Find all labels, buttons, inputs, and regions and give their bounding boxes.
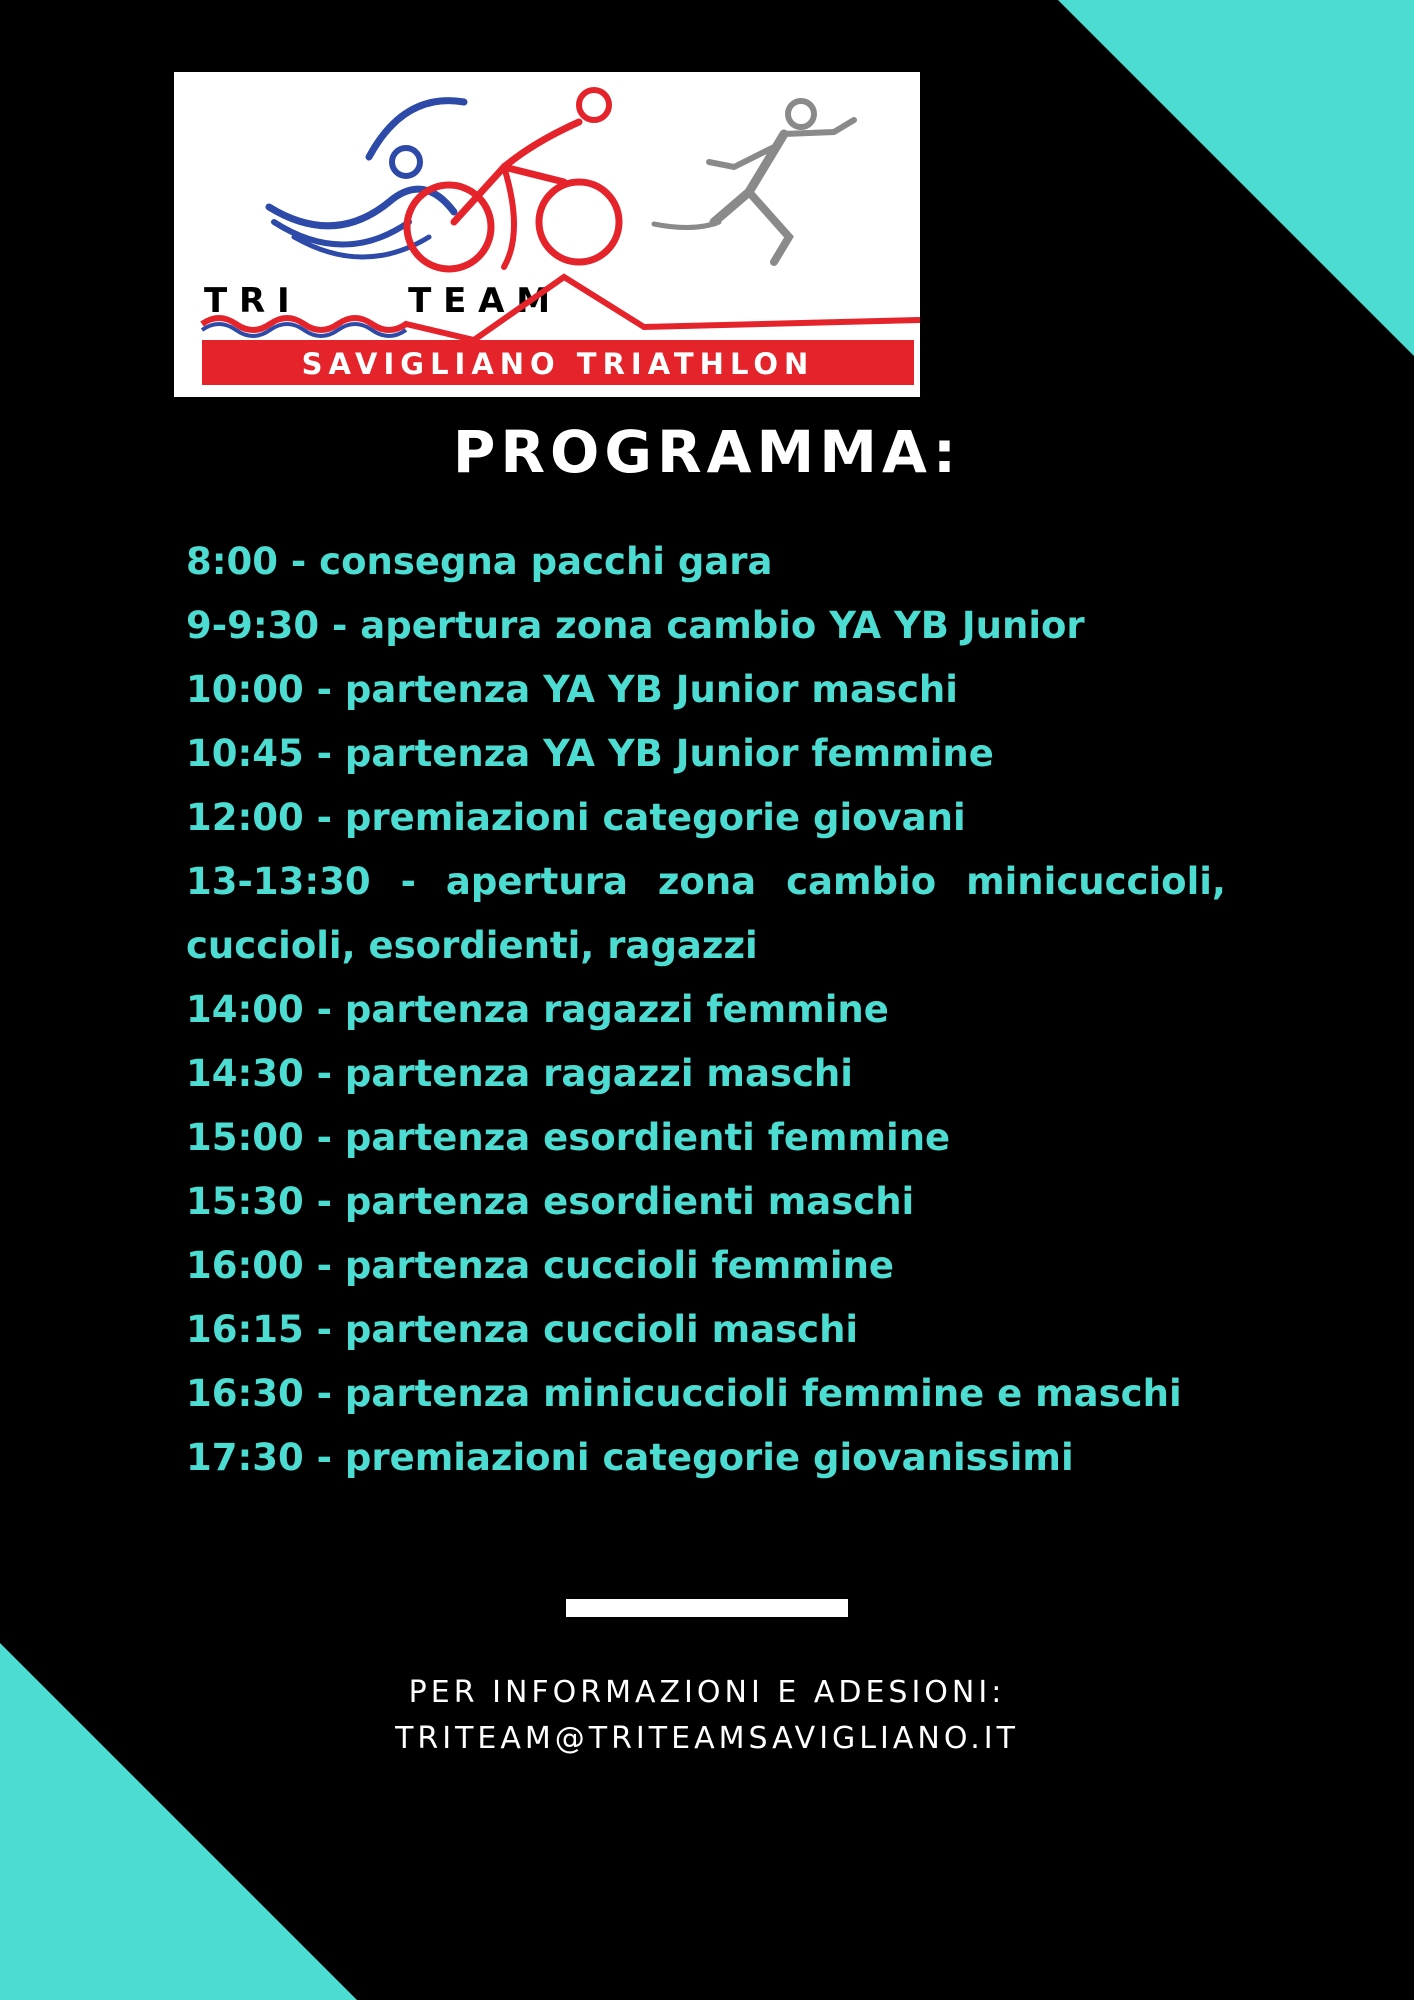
schedule-item: 15:30 - partenza esordienti maschi: [186, 1180, 915, 1223]
contact-email[interactable]: TRITEAM@TRITEAMSAVIGLIANO.IT: [395, 1721, 1019, 1756]
schedule-item: 12:00 - premiazioni categorie giovani: [186, 796, 966, 839]
schedule-item: 13-13:30 - apertura zona cambio minicuccioli, cuccioli, esordienti, ragazzi: [186, 860, 1226, 967]
schedule-item: 14:00 - partenza ragazzi femmine: [186, 988, 889, 1031]
schedule-item: 9-9:30 - apertura zona cambio YA YB Junior: [186, 604, 1085, 647]
runner-icon: [654, 101, 854, 262]
logo-banner-text: SAVIGLIANO TRIATHLON: [301, 347, 815, 381]
triteam-logo: [174, 72, 920, 397]
schedule-item: 15:00 - partenza esordienti femmine: [186, 1116, 951, 1159]
schedule-item: 10:00 - partenza YA YB Junior maschi: [186, 668, 958, 711]
section-divider: [566, 1599, 848, 1617]
contact-label: PER INFORMAZIONI E ADESIONI:: [408, 1675, 1006, 1710]
contact-info: [0, 1670, 1414, 1762]
schedule-item: 16:00 - partenza cuccioli femmine: [186, 1244, 895, 1287]
schedule-item: 10:45 - partenza YA YB Junior femmine: [186, 732, 994, 775]
schedule-item: 16:15 - partenza cuccioli maschi: [186, 1308, 859, 1351]
logo-top-text: T R I T E A M: [204, 281, 551, 321]
schedule-item: 17:30 - premiazioni categorie giovanissimi: [186, 1436, 1074, 1479]
schedule-item: 14:30 - partenza ragazzi maschi: [186, 1052, 853, 1095]
schedule-list: [186, 530, 1226, 1490]
page-title: PROGRAMMA:: [452, 418, 962, 486]
swimmer-icon: [269, 101, 464, 257]
schedule-item: 16:30 - partenza minicuccioli femmine e maschi: [186, 1372, 1182, 1415]
schedule-item: 8:00 - consegna pacchi gara: [186, 540, 773, 583]
cyclist-icon: [407, 90, 619, 269]
